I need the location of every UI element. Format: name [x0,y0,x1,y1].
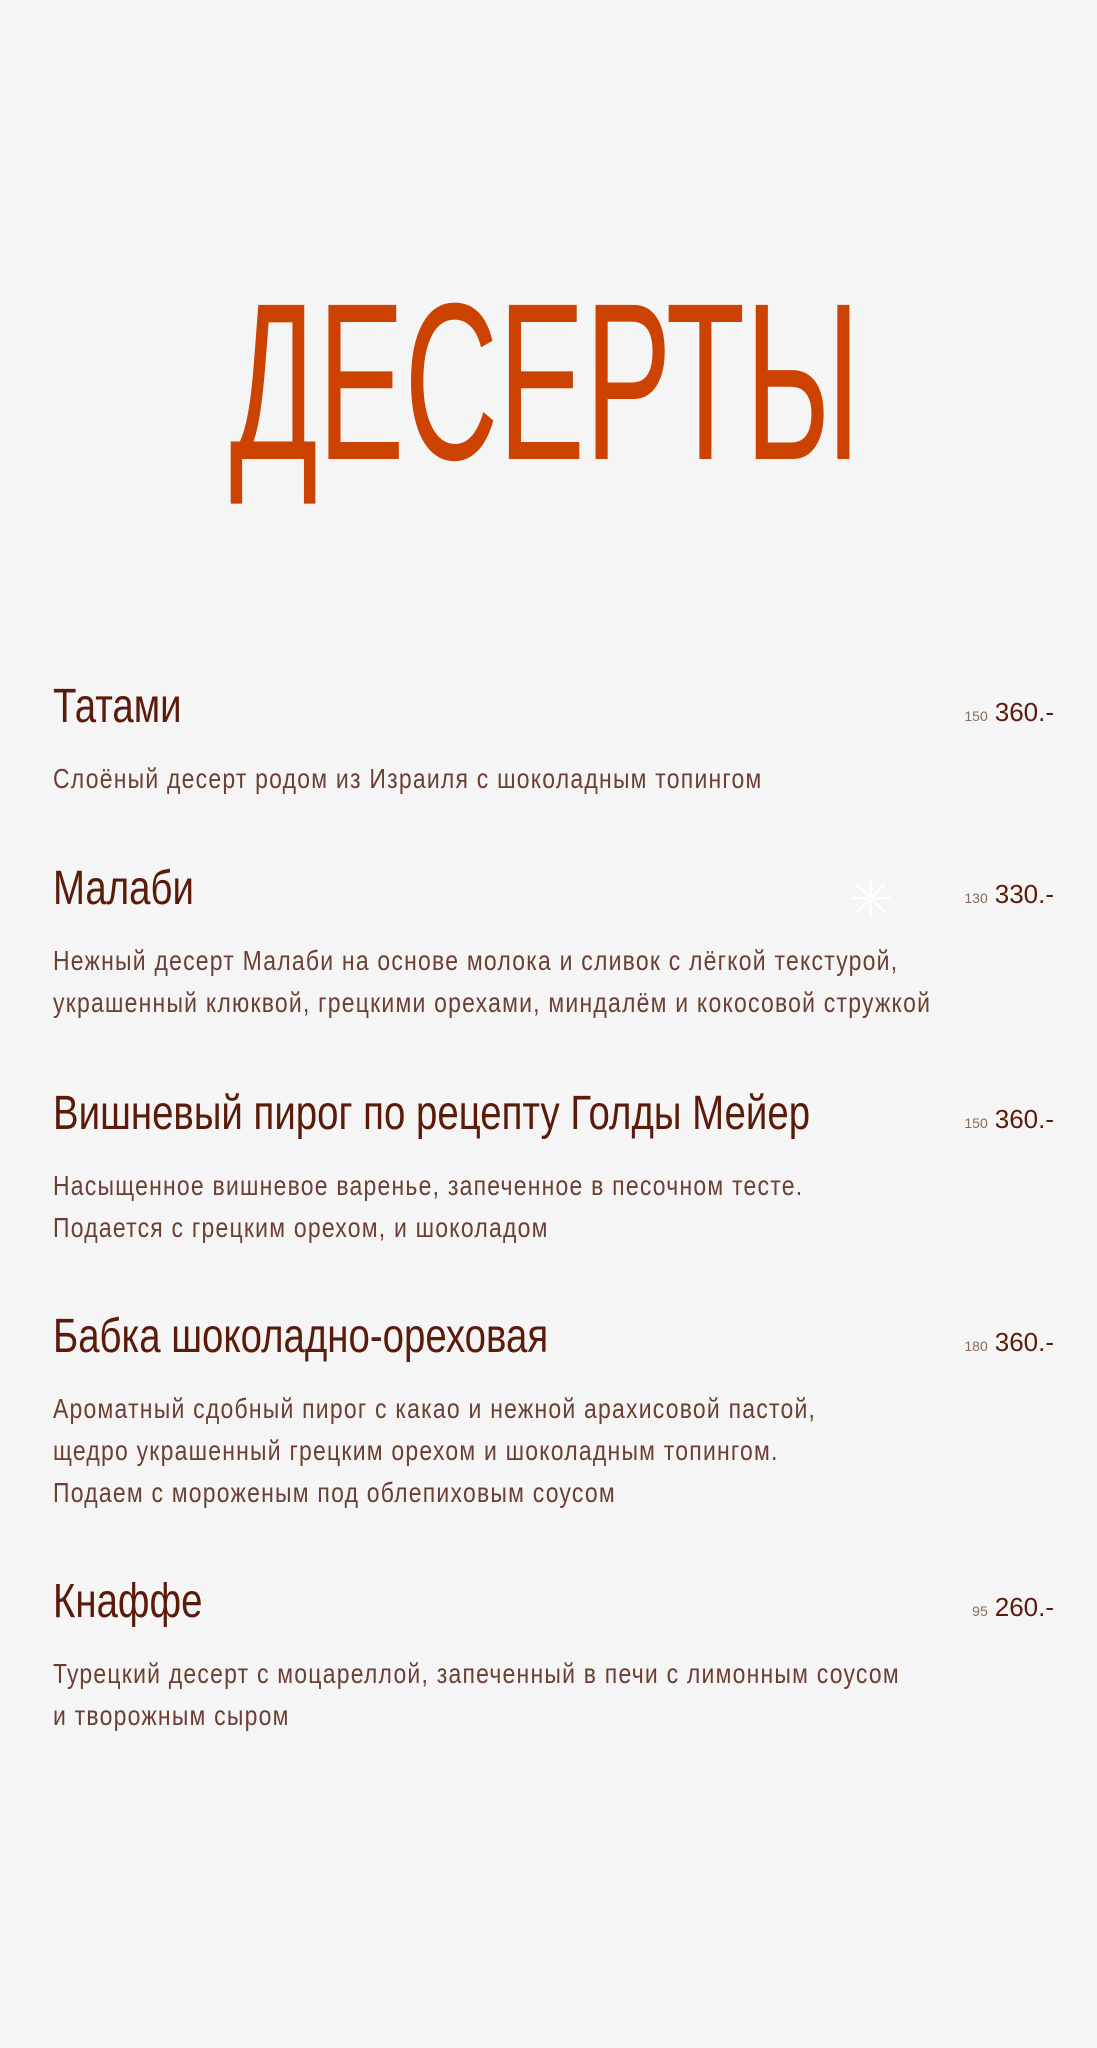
description-line: Нежный десерт Малаби на основе молока и сливок с лёгкой текстурой, [53,945,899,976]
item-weight: 130 [964,890,988,906]
watermark-icon: ✳ [848,870,894,930]
description-line: Слоёный десерт родом из Израиля с шоколадным топингом [53,763,763,794]
item-name: Татами [53,680,182,733]
item-weight: 150 [964,708,988,724]
description-line: Турецкий десерт с моцареллой, запеченный в печи с лимонным соусом [53,1658,900,1689]
item-price: 360.- [994,1104,1054,1134]
item-weight: 150 [964,1115,988,1131]
description-line: щедро украшенный грецким орехом и шоколадным топингом. [53,1435,779,1466]
description-line: Подаем с мороженым под облепиховым соусом [53,1477,616,1508]
item-price-box [964,1104,1054,1135]
item-price: 260.- [994,1592,1054,1622]
item-weight: 95 [972,1603,988,1619]
page-title: ДЕСЕРТЫ [229,257,861,507]
item-name: Бабка шоколадно-ореховая [53,1310,549,1363]
item-price: 360.- [994,697,1054,727]
item-price: 330.- [994,879,1054,909]
item-name: Вишневый пирог по рецепту Голды Мейер [53,1087,811,1140]
item-price: 360.- [994,1327,1054,1357]
item-description [53,758,763,800]
item-price-box [964,697,1054,728]
description-line: Ароматный сдобный пирог с какао и нежной арахисовой пастой, [53,1393,817,1424]
description-line: Насыщенное вишневое варенье, запеченное в песочном тесте. [53,1170,804,1201]
item-description [53,1388,816,1514]
item-price-box [964,879,1054,910]
description-line: украшенный клюквой, грецкими орехами, миндалём и кокосовой стружкой [53,987,932,1018]
item-description [53,940,931,1024]
item-name: Малаби [53,862,194,915]
item-weight: 180 [964,1338,988,1354]
description-line: и творожным сыром [53,1700,290,1731]
item-price-box [964,1327,1054,1358]
item-description [53,1165,803,1249]
description-line: Подается с грецким орехом, и шоколадом [53,1212,549,1243]
item-name: Кнаффе [53,1575,203,1628]
item-description [53,1653,900,1737]
item-price-box [972,1592,1054,1623]
